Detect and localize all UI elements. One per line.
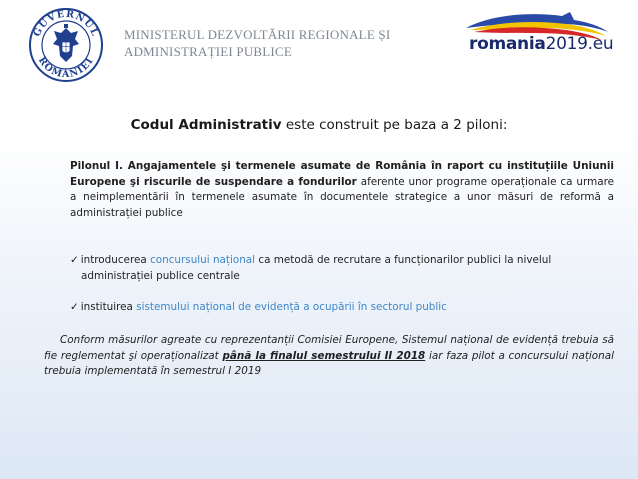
conclusion-before: Conform măsurilor agreate cu reprezentanții Comisiei Europene, Sistemul național de evidență trebuia să fie reglementat şi operaționalizat	[44, 334, 614, 362]
conclusion-deadline: până la finalul semestrului II 2018	[222, 349, 426, 362]
bullet-item	[70, 253, 614, 284]
bullet-text-after: ca metodă de recrutare a funcționarilor publici la nivelul	[255, 254, 552, 266]
title-bold: Codul Administrativ	[130, 117, 282, 133]
conclusion-after: iar faza pilot a concursului național trebuia implementată în semestrul I 2019	[44, 349, 614, 377]
seal-top-text: GUVERNUL	[31, 8, 101, 39]
pillar-rest: aferente unor programe operaționale ca urmare a neimplementării în termenele asumate în documentele strategice a unor măsuri de reformă a administrației publice	[70, 175, 615, 219]
seal-bottom-text: ROMÂNIEI	[35, 55, 97, 81]
pillar-paragraph	[70, 159, 614, 221]
pillar-bold: Pilonul I. Angajamentele şi termenele asumate de România în raport cu instituțiile Uniunii Europene şi riscurile de suspendare a fondurilor	[70, 160, 614, 188]
bullet-highlight: concursului național	[150, 254, 256, 266]
ministry-name	[124, 26, 390, 60]
title-rest: este construit pe baza a 2 piloni:	[281, 117, 508, 133]
government-seal-icon	[27, 6, 105, 84]
bullet-highlight: sistemului național de evidență a ocupării în sectorul public	[136, 301, 447, 313]
ministry-line-2: ADMINISTRAȚIEI PUBLICE	[124, 44, 292, 59]
conclusion-paragraph	[44, 333, 614, 380]
logo-main: romania	[469, 34, 546, 54]
bullet-text-before: instituirea	[80, 301, 137, 313]
logo-text	[469, 34, 613, 54]
checkmark-icon: ✓	[70, 254, 79, 266]
bullet-text-before: introducerea	[80, 254, 151, 266]
logo-year: 2019.eu	[545, 34, 614, 54]
ministry-line-1: MINISTERUL DEZVOLTĂRII REGIONALE ȘI	[124, 27, 391, 42]
bullet-line-2: administrației publice centrale	[81, 269, 240, 282]
header	[0, 0, 638, 81]
checkmark-icon: ✓	[70, 301, 79, 313]
page-title	[0, 117, 638, 133]
bullet-item	[70, 300, 614, 316]
